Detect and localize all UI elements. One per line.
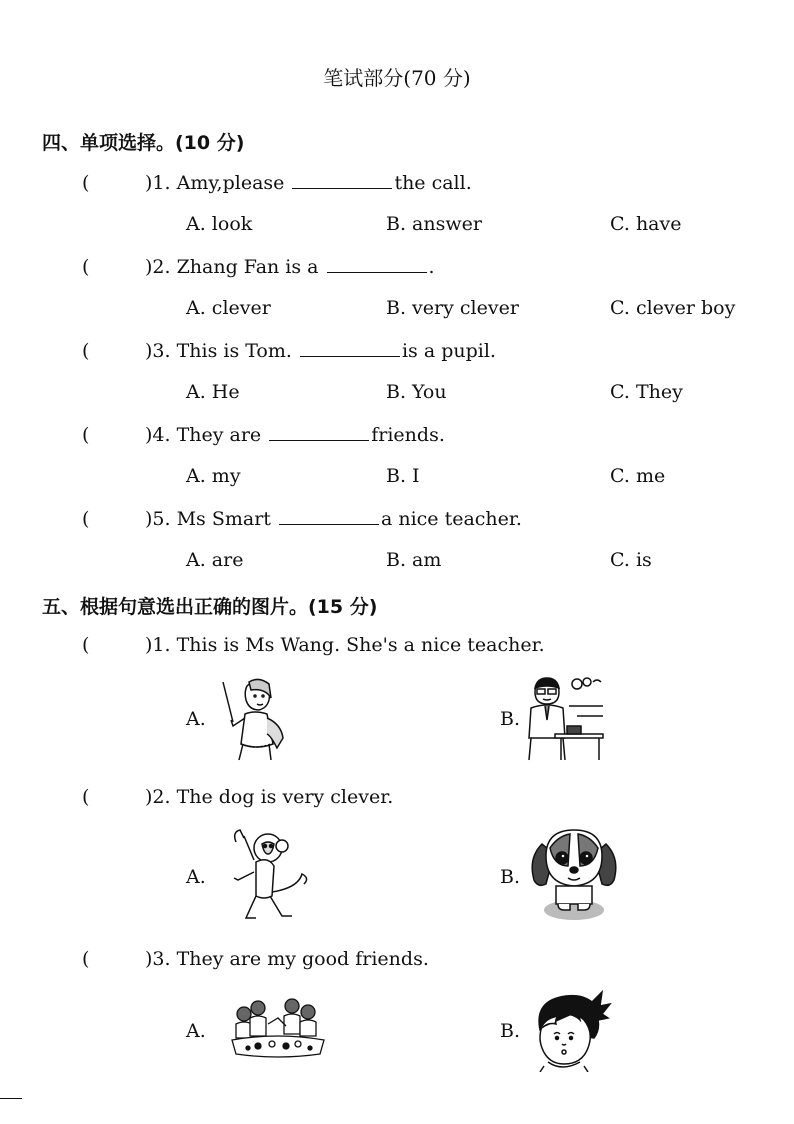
section-4-heading: 四、单项选择。(10 分)	[42, 132, 245, 154]
question-number: )2.	[145, 256, 171, 278]
option-a: A. He	[186, 381, 240, 403]
male-teacher-picture[interactable]	[525, 676, 605, 762]
question-text	[145, 424, 445, 446]
answer-blank[interactable]	[327, 271, 427, 273]
choice-a-label[interactable]: A.	[186, 866, 206, 888]
corner-mark	[0, 1098, 22, 1099]
answer-paren[interactable]: (	[82, 172, 90, 194]
question-before: This is Tom.	[176, 340, 292, 362]
question-before: Amy,please	[176, 172, 285, 194]
answer-blank[interactable]	[292, 187, 392, 189]
option-a: A. clever	[186, 297, 271, 319]
answer-paren[interactable]: (	[82, 340, 90, 362]
question-number: )4.	[145, 424, 171, 446]
option-c: C. They	[610, 381, 683, 403]
option-c: C. have	[610, 213, 682, 235]
question-after: .	[428, 256, 435, 278]
question-text	[145, 172, 472, 194]
section-5-heading: 五、根据句意选出正确的图片。(15 分)	[42, 596, 378, 618]
question-text: )2. The dog is very clever.	[145, 786, 394, 808]
answer-paren[interactable]: (	[82, 786, 90, 808]
female-teacher-picture[interactable]	[215, 674, 295, 762]
choice-a-label[interactable]: A.	[186, 708, 206, 730]
choice-b-label[interactable]: B.	[500, 866, 521, 888]
option-b: B. very clever	[386, 297, 519, 319]
question-after: the call.	[394, 172, 472, 194]
answer-blank[interactable]	[279, 523, 379, 525]
option-c: C. me	[610, 465, 666, 487]
choice-a-label[interactable]: A.	[186, 1020, 206, 1042]
question-number: )1.	[145, 172, 171, 194]
answer-paren[interactable]: (	[82, 256, 90, 278]
question-number: )3.	[145, 340, 171, 362]
question-text: )1. This is Ms Wang. She's a nice teacher.	[145, 634, 545, 656]
answer-paren[interactable]: (	[82, 948, 90, 970]
option-a: A. are	[186, 549, 244, 571]
question-number: )5.	[145, 508, 171, 530]
question-text	[145, 256, 435, 278]
question-before: Ms Smart	[176, 508, 271, 530]
option-c: C. is	[610, 549, 652, 571]
choice-b-label[interactable]: B.	[500, 708, 521, 730]
page-title: 笔试部分(70 分)	[323, 66, 471, 90]
question-text	[145, 508, 522, 530]
answer-paren[interactable]: (	[82, 424, 90, 446]
question-text: )3. They are my good friends.	[145, 948, 429, 970]
children-group-picture[interactable]	[228, 994, 328, 1058]
option-a: A. my	[186, 465, 241, 487]
option-b: B. answer	[386, 213, 482, 235]
question-after: a nice teacher.	[380, 508, 522, 530]
puppy-picture[interactable]	[528, 826, 620, 922]
boy-portrait-picture[interactable]	[528, 990, 612, 1072]
option-b: B. I	[386, 465, 420, 487]
answer-paren[interactable]: (	[82, 634, 90, 656]
option-b: B. am	[386, 549, 442, 571]
question-after: is a pupil.	[401, 340, 496, 362]
question-text	[145, 340, 496, 362]
monkey-picture[interactable]	[228, 826, 320, 922]
option-b: B. You	[386, 381, 447, 403]
question-after: friends.	[371, 424, 445, 446]
question-before: They are	[176, 424, 262, 446]
answer-paren[interactable]: (	[82, 508, 90, 530]
answer-blank[interactable]	[269, 439, 369, 441]
choice-b-label[interactable]: B.	[500, 1020, 521, 1042]
option-c: C. clever boy	[610, 297, 736, 319]
option-a: A. look	[186, 213, 253, 235]
answer-blank[interactable]	[300, 355, 400, 357]
question-before: Zhang Fan is a	[176, 256, 319, 278]
